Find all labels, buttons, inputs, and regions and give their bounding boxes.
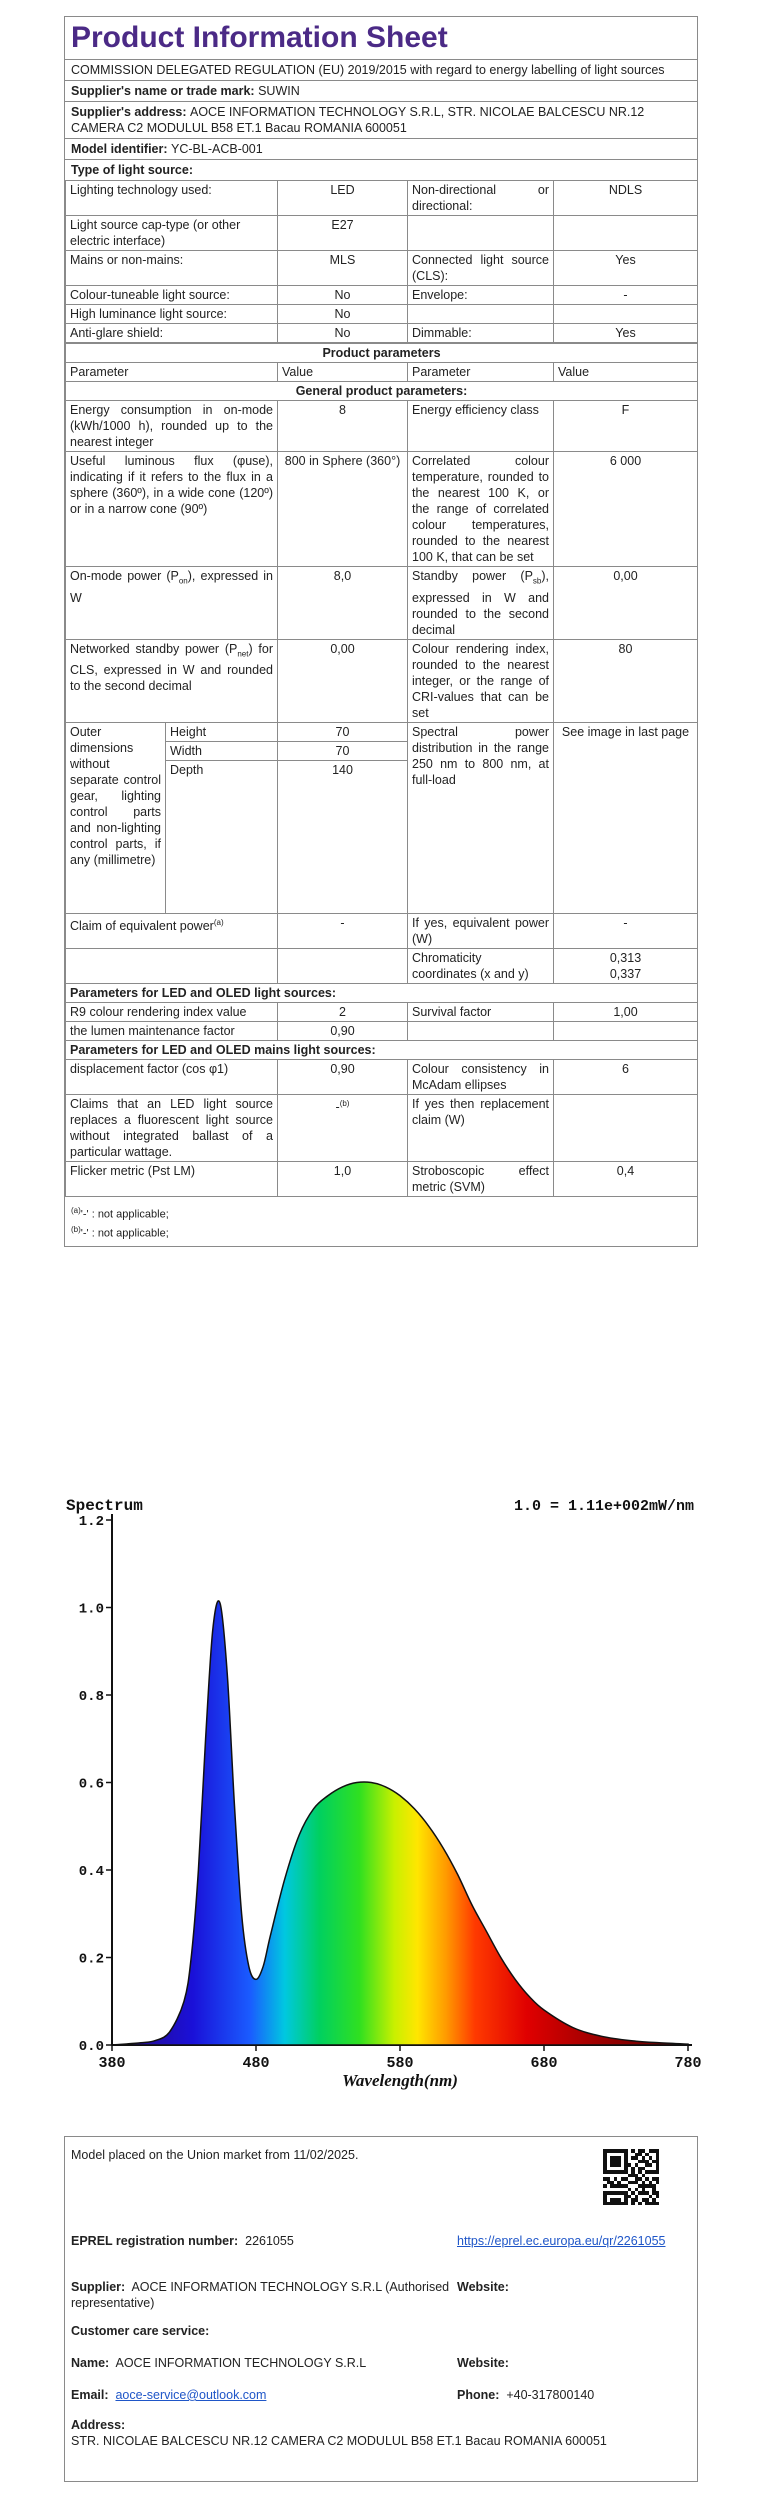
type-value-cell: No bbox=[278, 305, 408, 324]
table-row bbox=[66, 639, 698, 722]
type-value-cell: Yes bbox=[554, 251, 698, 286]
model-label: Model identifier: bbox=[71, 142, 168, 156]
equivalent-power-yes-value: - bbox=[554, 913, 698, 948]
type-label-cell: Lighting technology used: bbox=[66, 181, 278, 216]
onmode-power-label: On-mode power $(P_{on})$, expressed in W bbox=[66, 567, 278, 640]
supplier-address-label: Supplier's address: bbox=[71, 105, 187, 119]
r9-label: R9 colour rendering index value bbox=[66, 1002, 278, 1021]
spectral-distribution-label: Spectral power distribution in the range 250 nm to 800 nm, at full-load bbox=[408, 722, 554, 913]
table-row bbox=[66, 251, 698, 286]
table-row bbox=[66, 1094, 698, 1161]
table-row bbox=[66, 363, 698, 382]
column-header-parameter: Parameter bbox=[408, 363, 554, 382]
displacement-factor-label: displacement factor (cos φ1) bbox=[66, 1059, 278, 1094]
model-identifier: YC-BL-ACB-001 bbox=[171, 142, 263, 156]
table-row bbox=[66, 344, 698, 363]
y-tick-label: 0.4 bbox=[78, 1864, 104, 1880]
chromaticity-label: Chromaticity coordinates (x and y) bbox=[408, 948, 554, 983]
standby-power-label: Standby power $(P_{sb})$, expressed in W and rounded to the second decimal bbox=[408, 567, 554, 640]
fluorescent-claim-label: Claims that an LED light source replaces a fluorescent light source without integrated ballast of a particular wattage. bbox=[66, 1094, 278, 1161]
equivalent-power-label: Claim of equivalent power$^{(a)}$ bbox=[66, 913, 278, 948]
cc-email-link[interactable]: aoce-service@outlook.com bbox=[115, 2388, 267, 2402]
survival-factor-label: Survival factor bbox=[408, 1002, 554, 1021]
colour-consistency-value: 6 bbox=[554, 1059, 698, 1094]
footnote-a: $^{(a)}$'-' : not applicable; bbox=[71, 1205, 169, 1221]
x-tick-label: 380 bbox=[98, 2055, 126, 2072]
page-title: Product Information Sheet bbox=[71, 21, 448, 54]
footer-website-row: Website: bbox=[457, 2280, 509, 2294]
cc-address: STR. NICOLAE BALCESCU NR.12 CAMERA C2 MODULUL B58 ET.1 Bacau ROMANIA 600051 bbox=[71, 2434, 607, 2448]
table-row bbox=[66, 452, 698, 567]
footnotes bbox=[65, 1197, 697, 1246]
y-tick-label: 0.0 bbox=[78, 2039, 104, 2055]
spectrum-chart bbox=[62, 1490, 702, 2090]
energy-consumption-label: Energy consumption in on-mode (kWh/1000 h), rounded up to the nearest integer bbox=[66, 401, 278, 452]
table-row bbox=[66, 722, 698, 741]
type-label: Type of light source: bbox=[65, 159, 697, 180]
chart-scale-note: 1.0 = 1.11e+002mW/nm bbox=[513, 1498, 694, 1515]
r9-value: 2 bbox=[278, 1002, 408, 1021]
flicker-label: Flicker metric (Pst LM) bbox=[66, 1161, 278, 1196]
replacement-claim-value bbox=[554, 1094, 698, 1161]
type-label-cell: Envelope: bbox=[408, 286, 554, 305]
table-row bbox=[66, 181, 698, 216]
svm-value: 0,4 bbox=[554, 1161, 698, 1196]
standby-power-value: 0,00 bbox=[554, 567, 698, 640]
spectrum-curve bbox=[112, 1601, 688, 2045]
cc-website-row: Website: bbox=[457, 2356, 509, 2370]
spectral-distribution-value: See image in last page bbox=[554, 722, 698, 913]
y-tick-label: 1.2 bbox=[78, 1514, 104, 1530]
chart-title: Spectrum bbox=[66, 1497, 143, 1515]
cct-value: 6 000 bbox=[554, 452, 698, 567]
depth-label: Depth bbox=[166, 760, 278, 913]
table-row bbox=[66, 1002, 698, 1021]
y-tick-label: 0.2 bbox=[78, 1951, 104, 1968]
type-value-cell: Yes bbox=[554, 324, 698, 343]
height-label: Height bbox=[166, 722, 278, 741]
customer-care-heading: Customer care service: bbox=[71, 2324, 210, 2338]
y-tick-label: 0.6 bbox=[78, 1776, 104, 1793]
type-table bbox=[65, 180, 698, 343]
type-label-cell bbox=[408, 216, 554, 251]
column-header-value: Value bbox=[554, 363, 698, 382]
type-label-cell: Connected light source (CLS): bbox=[408, 251, 554, 286]
luminous-flux-value: 800 in Sphere (360°) bbox=[278, 452, 408, 567]
supplier-address: AOCE INFORMATION TECHNOLOGY S.R.L, STR. NICOLAE BALCESCU NR.12 CAMERA C2 MODULUL B58 ET.1 Bacau ROMANIA 600051 bbox=[71, 105, 645, 135]
fluorescent-claim-value: -$^{(b)}$ bbox=[278, 1094, 408, 1161]
table-row bbox=[66, 382, 698, 401]
y-tick-label: 0.8 bbox=[78, 1689, 104, 1705]
footer-info bbox=[64, 2136, 698, 2482]
type-value-cell: - bbox=[554, 286, 698, 305]
cct-label: Correlated colour temperature, rounded to the nearest 100 K, or the range of correlated colour temperatures, rounded to the nearest 100 K, that can be set bbox=[408, 452, 554, 567]
eprel-row: EPREL registration number: 2261055 bbox=[71, 2234, 294, 2248]
parameters-table bbox=[65, 343, 698, 1197]
displacement-factor-value: 0,90 bbox=[278, 1059, 408, 1094]
equivalent-power-value: - bbox=[278, 913, 408, 948]
type-value-cell: E27 bbox=[278, 216, 408, 251]
cri-label: Colour rendering index, rounded to the nearest integer, or the range of CRI-values that can be set bbox=[408, 639, 554, 722]
regulation-text: COMMISSION DELEGATED REGULATION (EU) 2019/2015 with regard to energy labelling of light sources bbox=[65, 59, 697, 80]
cc-name-row: Name: AOCE INFORMATION TECHNOLOGY S.R.L bbox=[71, 2356, 367, 2370]
table-row bbox=[66, 983, 698, 1002]
type-label-cell: Colour-tuneable light source: bbox=[66, 286, 278, 305]
chromaticity-value: 0,313 0,337 bbox=[554, 948, 698, 983]
table-row bbox=[66, 305, 698, 324]
table-row bbox=[66, 1040, 698, 1059]
x-tick-label: 480 bbox=[242, 2055, 270, 2072]
width-label: Width bbox=[166, 741, 278, 760]
supplier-address-row bbox=[65, 101, 697, 138]
general-parameters-heading: General product parameters: bbox=[66, 382, 698, 401]
table-row bbox=[66, 1059, 698, 1094]
column-header-parameter: Parameter bbox=[66, 363, 278, 382]
cc-address-label: Address: bbox=[71, 2418, 126, 2432]
market-text: Model placed on the Union market from 11/02/2025. bbox=[71, 2148, 359, 2162]
footer-supplier-row: Supplier: AOCE INFORMATION TECHNOLOGY S.R.L (Authorised representative) bbox=[71, 2280, 450, 2310]
spectrum-svg bbox=[62, 1490, 702, 2090]
x-tick-label: 580 bbox=[386, 2055, 414, 2072]
table-row bbox=[66, 324, 698, 343]
supplier-name-row bbox=[65, 80, 697, 101]
type-label-cell: High luminance light source: bbox=[66, 305, 278, 324]
colour-consistency-label: Colour consistency in McAdam ellipses bbox=[408, 1059, 554, 1094]
type-label-cell bbox=[408, 305, 554, 324]
width-value: 70 bbox=[278, 741, 408, 760]
led-parameters-heading: Parameters for LED and OLED light sources: bbox=[66, 983, 698, 1002]
x-tick-label: 780 bbox=[674, 2055, 702, 2072]
luminous-flux-label: Useful luminous flux (φuse), indicating if it refers to the flux in a sphere (360º), in a wide cone (120º) or in a narrow cone (90º) bbox=[66, 452, 278, 567]
type-value-cell: NDLS bbox=[554, 181, 698, 216]
table-row bbox=[66, 567, 698, 640]
equivalent-power-yes-label: If yes, equivalent power (W) bbox=[408, 913, 554, 948]
type-label-cell: Mains or non-mains: bbox=[66, 251, 278, 286]
table-row bbox=[66, 286, 698, 305]
outer-dimensions-label: Outer dimensions without separate control gear, lighting control parts and non-lighting control parts, if any (millimetre) bbox=[66, 722, 166, 913]
x-tick-label: 680 bbox=[530, 2055, 558, 2072]
energy-consumption-value: 8 bbox=[278, 401, 408, 452]
svm-label: Stroboscopic effect metric (SVM) bbox=[408, 1161, 554, 1196]
survival-factor-value: 1,00 bbox=[554, 1002, 698, 1021]
type-value-cell: MLS bbox=[278, 251, 408, 286]
onmode-power-value: 8,0 bbox=[278, 567, 408, 640]
eprel-link[interactable]: https://eprel.ec.europa.eu/qr/2261055 bbox=[457, 2234, 666, 2248]
column-header-value: Value bbox=[278, 363, 408, 382]
energy-class-value: F bbox=[554, 401, 698, 452]
type-label-cell: Non-directional or directional: bbox=[408, 181, 554, 216]
type-value-cell: LED bbox=[278, 181, 408, 216]
lumen-maintenance-label: the lumen maintenance factor bbox=[66, 1021, 278, 1040]
replacement-claim-label: If yes then replacement claim (W) bbox=[408, 1094, 554, 1161]
table-row bbox=[66, 948, 698, 983]
supplier-name-label: Supplier's name or trade mark: bbox=[71, 84, 255, 98]
table-row bbox=[66, 1021, 698, 1040]
type-label-cell: Anti-glare shield: bbox=[66, 324, 278, 343]
cc-phone-row: Phone: +40-317800140 bbox=[457, 2388, 595, 2402]
cc-email-row: Email: aoce-service@outlook.com bbox=[71, 2388, 267, 2402]
networked-standby-value: 0,00 bbox=[278, 639, 408, 722]
depth-value: 140 bbox=[278, 760, 408, 913]
x-axis-label: Wavelength(nm) bbox=[342, 2071, 458, 2090]
type-label-cell: Dimmable: bbox=[408, 324, 554, 343]
supplier-name: SUWIN bbox=[258, 84, 300, 98]
energy-class-label: Energy efficiency class bbox=[408, 401, 554, 452]
height-value: 70 bbox=[278, 722, 408, 741]
y-tick-label: 1.0 bbox=[78, 1601, 104, 1618]
product-information-sheet bbox=[64, 16, 698, 1247]
model-row bbox=[65, 138, 697, 159]
networked-standby-label: Networked standby power $(P_{net})$ for CLS, expressed in W and rounded to the second decimal bbox=[66, 639, 278, 722]
flicker-value: 1,0 bbox=[278, 1161, 408, 1196]
type-value-cell bbox=[554, 305, 698, 324]
type-label-cell: Light source cap-type (or other electric interface) bbox=[66, 216, 278, 251]
table-row bbox=[66, 401, 698, 452]
type-value-cell: No bbox=[278, 324, 408, 343]
lumen-maintenance-value: 0,90 bbox=[278, 1021, 408, 1040]
type-value-cell bbox=[554, 216, 698, 251]
table-row bbox=[66, 1161, 698, 1196]
cri-value: 80 bbox=[554, 639, 698, 722]
type-value-cell: No bbox=[278, 286, 408, 305]
led-mains-parameters-heading: Parameters for LED and OLED mains light sources: bbox=[66, 1040, 698, 1059]
table-row bbox=[66, 913, 698, 948]
qr-code-icon bbox=[603, 2149, 659, 2205]
table-row bbox=[66, 216, 698, 251]
product-parameters-heading: Product parameters bbox=[66, 344, 698, 363]
footnote-b: $^{(b)}$'-' : not applicable; bbox=[71, 1225, 169, 1240]
